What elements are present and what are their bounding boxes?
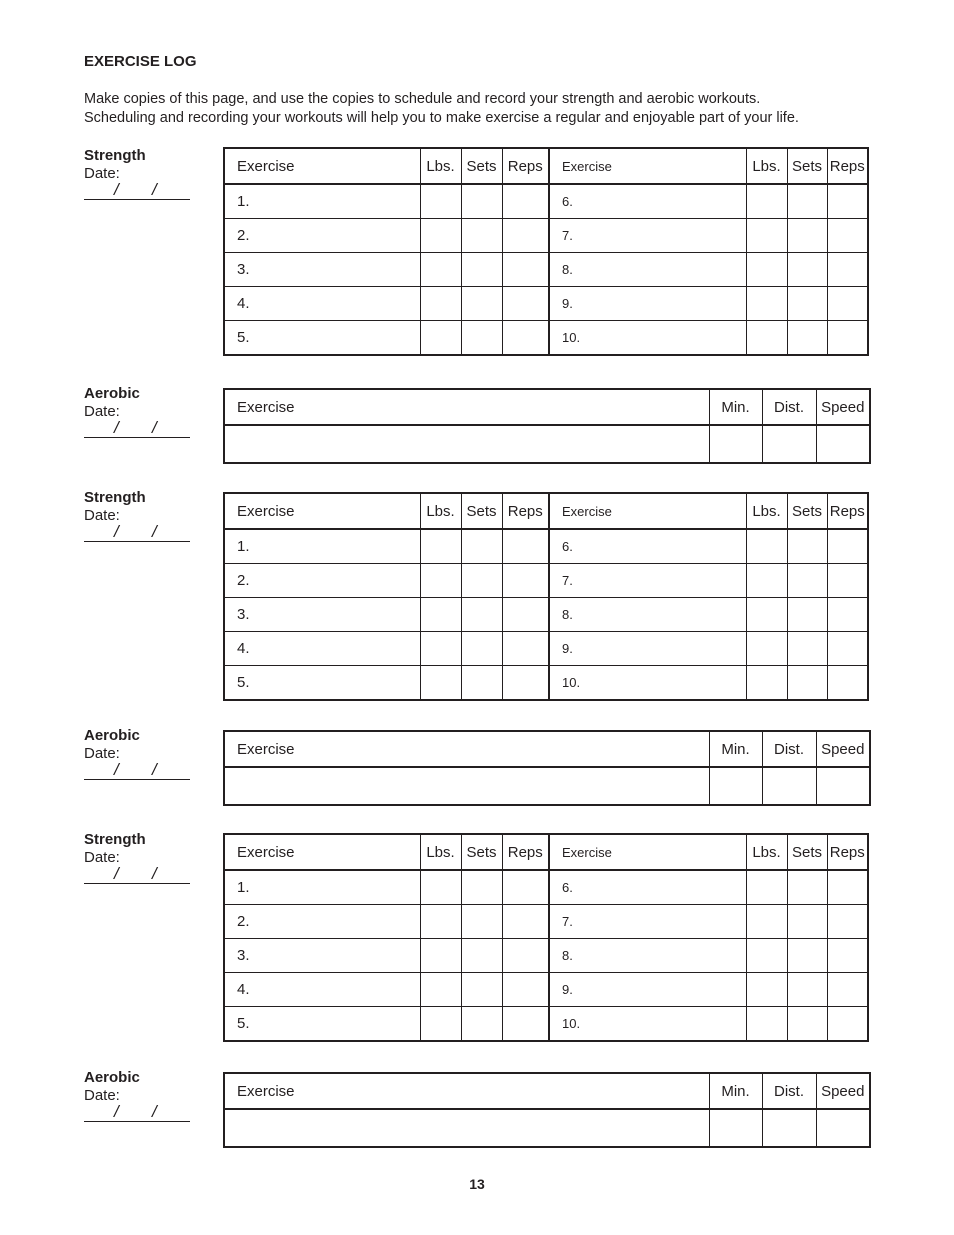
table-row [224, 321, 868, 356]
column-header: Sets [461, 493, 502, 529]
exercise-cell[interactable]: 2. [224, 564, 420, 598]
lbs-cell[interactable] [420, 632, 461, 666]
strength-label-1 [84, 147, 214, 200]
table-header-row [224, 1073, 870, 1109]
strength-label-5 [84, 831, 214, 884]
lbs-cell[interactable] [420, 184, 461, 219]
speed-cell[interactable] [816, 425, 870, 463]
table-row [224, 666, 868, 701]
exercise-cell[interactable]: 10. [549, 321, 746, 356]
strength-heading: Strength [84, 147, 146, 164]
table-header-row [224, 731, 870, 767]
reps-cell[interactable] [827, 184, 868, 219]
exercise-cell[interactable]: 9. [549, 973, 746, 1007]
sets-cell[interactable] [461, 939, 502, 973]
table-row [224, 219, 868, 253]
lbs-cell[interactable] [746, 564, 787, 598]
sets-cell[interactable] [461, 973, 502, 1007]
date-field[interactable] [84, 418, 190, 438]
date-field[interactable] [84, 864, 190, 884]
column-header: Lbs. [420, 493, 461, 529]
table-row [224, 1109, 870, 1147]
reps-cell[interactable] [502, 666, 549, 701]
date-label: Date: [84, 165, 120, 182]
column-header: Exercise [224, 731, 709, 767]
column-header: Reps [502, 148, 549, 184]
lbs-cell[interactable] [420, 905, 461, 939]
column-header: Reps [827, 834, 868, 870]
date-field[interactable] [84, 180, 190, 200]
min-cell[interactable] [709, 767, 762, 805]
reps-cell[interactable] [827, 666, 868, 701]
table-row [224, 184, 868, 219]
aerobic-heading: Aerobic [84, 385, 140, 402]
sets-cell[interactable] [787, 973, 827, 1007]
column-header: Dist. [762, 1073, 816, 1109]
column-header: Sets [787, 148, 827, 184]
column-header: Sets [461, 148, 502, 184]
exercise-cell[interactable]: 7. [549, 564, 746, 598]
column-header: Reps [827, 493, 868, 529]
sets-cell[interactable] [787, 253, 827, 287]
exercise-cell[interactable] [224, 1109, 709, 1147]
lbs-cell[interactable] [746, 321, 787, 356]
column-header: Exercise [549, 834, 746, 870]
aerobic-label-6 [84, 1069, 214, 1122]
column-header: Lbs. [420, 148, 461, 184]
sets-cell[interactable] [787, 184, 827, 219]
sets-cell[interactable] [461, 632, 502, 666]
sets-cell[interactable] [461, 1007, 502, 1042]
column-header: Exercise [224, 1073, 709, 1109]
reps-cell[interactable] [502, 1007, 549, 1042]
date-separator: / [114, 864, 119, 883]
exercise-cell[interactable]: 6. [549, 184, 746, 219]
column-header: Reps [502, 493, 549, 529]
sets-cell[interactable] [461, 666, 502, 701]
sets-cell[interactable] [787, 1007, 827, 1042]
reps-cell[interactable] [502, 973, 549, 1007]
lbs-cell[interactable] [746, 1007, 787, 1042]
column-header: Min. [709, 389, 762, 425]
lbs-cell[interactable] [746, 632, 787, 666]
reps-cell[interactable] [827, 939, 868, 973]
column-header: Lbs. [420, 834, 461, 870]
aerobic-heading: Aerobic [84, 1069, 140, 1086]
lbs-cell[interactable] [746, 529, 787, 564]
lbs-cell[interactable] [746, 219, 787, 253]
table-row [224, 939, 868, 973]
exercise-cell[interactable] [224, 767, 709, 805]
intro-text [84, 90, 884, 128]
table-row [224, 632, 868, 666]
exercise-cell[interactable]: 5. [224, 321, 420, 356]
reps-cell[interactable] [502, 632, 549, 666]
table-row [224, 973, 868, 1007]
intro-line-1: Make copies of this page, and use the copies to schedule and record your strength and aerobic workouts. [84, 91, 761, 107]
reps-cell[interactable] [827, 529, 868, 564]
date-separator: / [152, 418, 157, 437]
sets-cell[interactable] [787, 666, 827, 701]
sets-cell[interactable] [787, 287, 827, 321]
aerobic-label-2 [84, 385, 214, 438]
reps-cell[interactable] [502, 253, 549, 287]
sets-cell[interactable] [461, 598, 502, 632]
dist-cell[interactable] [762, 425, 816, 463]
table-row [224, 287, 868, 321]
column-header: Exercise [224, 834, 420, 870]
date-field[interactable] [84, 1102, 190, 1122]
column-header: Sets [787, 834, 827, 870]
lbs-cell[interactable] [420, 321, 461, 356]
date-separator: / [114, 522, 119, 541]
date-separator: / [152, 760, 157, 779]
exercise-cell[interactable]: 1. [224, 529, 420, 564]
exercise-cell[interactable]: 8. [549, 598, 746, 632]
strength-table-5 [223, 833, 869, 1042]
column-header: Min. [709, 731, 762, 767]
column-header: Exercise [224, 389, 709, 425]
lbs-cell[interactable] [420, 1007, 461, 1042]
column-header: Lbs. [746, 493, 787, 529]
reps-cell[interactable] [827, 973, 868, 1007]
min-cell[interactable] [709, 1109, 762, 1147]
table-row [224, 905, 868, 939]
reps-cell[interactable] [502, 184, 549, 219]
lbs-cell[interactable] [420, 870, 461, 905]
exercise-cell[interactable]: 7. [549, 905, 746, 939]
sets-cell[interactable] [787, 529, 827, 564]
exercise-cell[interactable]: 1. [224, 184, 420, 219]
reps-cell[interactable] [827, 1007, 868, 1042]
sets-cell[interactable] [461, 287, 502, 321]
table-header-row [224, 493, 868, 529]
sets-cell[interactable] [787, 632, 827, 666]
table-row [224, 598, 868, 632]
sets-cell[interactable] [461, 219, 502, 253]
date-label: Date: [84, 745, 120, 762]
sets-cell[interactable] [461, 321, 502, 356]
sets-cell[interactable] [461, 905, 502, 939]
table-row [224, 767, 870, 805]
sets-cell[interactable] [461, 253, 502, 287]
lbs-cell[interactable] [420, 666, 461, 701]
sets-cell[interactable] [787, 939, 827, 973]
exercise-cell[interactable]: 3. [224, 939, 420, 973]
reps-cell[interactable] [502, 905, 549, 939]
column-header: Lbs. [746, 834, 787, 870]
lbs-cell[interactable] [420, 564, 461, 598]
column-header: Exercise [549, 148, 746, 184]
date-separator: / [114, 180, 119, 199]
date-field[interactable] [84, 522, 190, 542]
reps-cell[interactable] [827, 598, 868, 632]
aerobic-heading: Aerobic [84, 727, 140, 744]
exercise-cell[interactable]: 10. [549, 666, 746, 701]
lbs-cell[interactable] [746, 253, 787, 287]
reps-cell[interactable] [502, 564, 549, 598]
reps-cell[interactable] [827, 219, 868, 253]
min-cell[interactable] [709, 425, 762, 463]
lbs-cell[interactable] [420, 219, 461, 253]
column-header: Lbs. [746, 148, 787, 184]
intro-line-2: Scheduling and recording your workouts will help you to make exercise a regular and enjoyable part of your life. [84, 110, 799, 126]
reps-cell[interactable] [502, 939, 549, 973]
lbs-cell[interactable] [420, 287, 461, 321]
aerobic-label-4 [84, 727, 214, 780]
table-header-row [224, 834, 868, 870]
sets-cell[interactable] [461, 564, 502, 598]
speed-cell[interactable] [816, 1109, 870, 1147]
column-header: Sets [461, 834, 502, 870]
exercise-cell[interactable]: 5. [224, 1007, 420, 1042]
date-label: Date: [84, 1087, 120, 1104]
table-row [224, 564, 868, 598]
column-header: Reps [502, 834, 549, 870]
date-separator: / [114, 418, 119, 437]
table-row [224, 870, 868, 905]
column-header: Exercise [224, 148, 420, 184]
aerobic-table-2 [223, 388, 871, 464]
exercise-cell[interactable]: 7. [549, 219, 746, 253]
reps-cell[interactable] [827, 321, 868, 356]
date-label: Date: [84, 403, 120, 420]
lbs-cell[interactable] [746, 666, 787, 701]
speed-cell[interactable] [816, 767, 870, 805]
exercise-cell[interactable]: 6. [549, 529, 746, 564]
date-separator: / [152, 864, 157, 883]
exercise-cell[interactable]: 3. [224, 598, 420, 632]
reps-cell[interactable] [827, 253, 868, 287]
sets-cell[interactable] [787, 321, 827, 356]
date-label: Date: [84, 849, 120, 866]
sets-cell[interactable] [461, 870, 502, 905]
reps-cell[interactable] [502, 219, 549, 253]
exercise-cell[interactable]: 5. [224, 666, 420, 701]
date-separator: / [152, 522, 157, 541]
column-header: Sets [787, 493, 827, 529]
exercise-cell[interactable]: 2. [224, 219, 420, 253]
sets-cell[interactable] [461, 184, 502, 219]
reps-cell[interactable] [502, 598, 549, 632]
exercise-cell[interactable]: 4. [224, 287, 420, 321]
lbs-cell[interactable] [746, 973, 787, 1007]
strength-heading: Strength [84, 831, 146, 848]
reps-cell[interactable] [502, 287, 549, 321]
reps-cell[interactable] [827, 870, 868, 905]
lbs-cell[interactable] [746, 184, 787, 219]
column-header: Reps [827, 148, 868, 184]
date-field[interactable] [84, 760, 190, 780]
sets-cell[interactable] [787, 564, 827, 598]
dist-cell[interactable] [762, 1109, 816, 1147]
reps-cell[interactable] [827, 632, 868, 666]
exercise-cell[interactable]: 4. [224, 632, 420, 666]
lbs-cell[interactable] [746, 287, 787, 321]
exercise-cell[interactable]: 10. [549, 1007, 746, 1042]
lbs-cell[interactable] [420, 598, 461, 632]
table-row [224, 1007, 868, 1042]
reps-cell[interactable] [502, 529, 549, 564]
column-header: Dist. [762, 389, 816, 425]
sets-cell[interactable] [787, 870, 827, 905]
column-header: Exercise [224, 493, 420, 529]
strength-table-1 [223, 147, 869, 356]
exercise-cell[interactable]: 4. [224, 973, 420, 1007]
lbs-cell[interactable] [746, 598, 787, 632]
exercise-cell[interactable]: 8. [549, 939, 746, 973]
table-row [224, 425, 870, 463]
column-header: Speed [816, 1073, 870, 1109]
lbs-cell[interactable] [746, 939, 787, 973]
reps-cell[interactable] [502, 321, 549, 356]
exercise-cell[interactable]: 6. [549, 870, 746, 905]
table-header-row [224, 389, 870, 425]
sets-cell[interactable] [787, 905, 827, 939]
page-number: 13 [469, 1176, 485, 1192]
aerobic-table-4 [223, 730, 871, 806]
date-label: Date: [84, 507, 120, 524]
aerobic-table-6 [223, 1072, 871, 1148]
table-row [224, 529, 868, 564]
strength-table-3 [223, 492, 869, 701]
lbs-cell[interactable] [420, 529, 461, 564]
column-header: Min. [709, 1073, 762, 1109]
lbs-cell[interactable] [746, 905, 787, 939]
column-header: Speed [816, 731, 870, 767]
exercise-cell[interactable]: 1. [224, 870, 420, 905]
table-header-row [224, 148, 868, 184]
reps-cell[interactable] [827, 905, 868, 939]
lbs-cell[interactable] [420, 253, 461, 287]
column-header: Dist. [762, 731, 816, 767]
exercise-cell[interactable]: 2. [224, 905, 420, 939]
sets-cell[interactable] [787, 598, 827, 632]
column-header: Speed [816, 389, 870, 425]
exercise-cell[interactable]: 9. [549, 287, 746, 321]
table-row [224, 253, 868, 287]
reps-cell[interactable] [827, 287, 868, 321]
exercise-cell[interactable] [224, 425, 709, 463]
lbs-cell[interactable] [746, 870, 787, 905]
lbs-cell[interactable] [420, 939, 461, 973]
exercise-cell[interactable]: 9. [549, 632, 746, 666]
reps-cell[interactable] [502, 870, 549, 905]
sets-cell[interactable] [787, 219, 827, 253]
exercise-cell[interactable]: 3. [224, 253, 420, 287]
date-separator: / [152, 180, 157, 199]
lbs-cell[interactable] [420, 973, 461, 1007]
date-separator: / [114, 1102, 119, 1121]
dist-cell[interactable] [762, 767, 816, 805]
column-header: Exercise [549, 493, 746, 529]
page-title: EXERCISE LOG [84, 53, 197, 70]
sets-cell[interactable] [461, 529, 502, 564]
reps-cell[interactable] [827, 564, 868, 598]
strength-label-3 [84, 489, 214, 542]
date-separator: / [152, 1102, 157, 1121]
exercise-cell[interactable]: 8. [549, 253, 746, 287]
date-separator: / [114, 760, 119, 779]
strength-heading: Strength [84, 489, 146, 506]
